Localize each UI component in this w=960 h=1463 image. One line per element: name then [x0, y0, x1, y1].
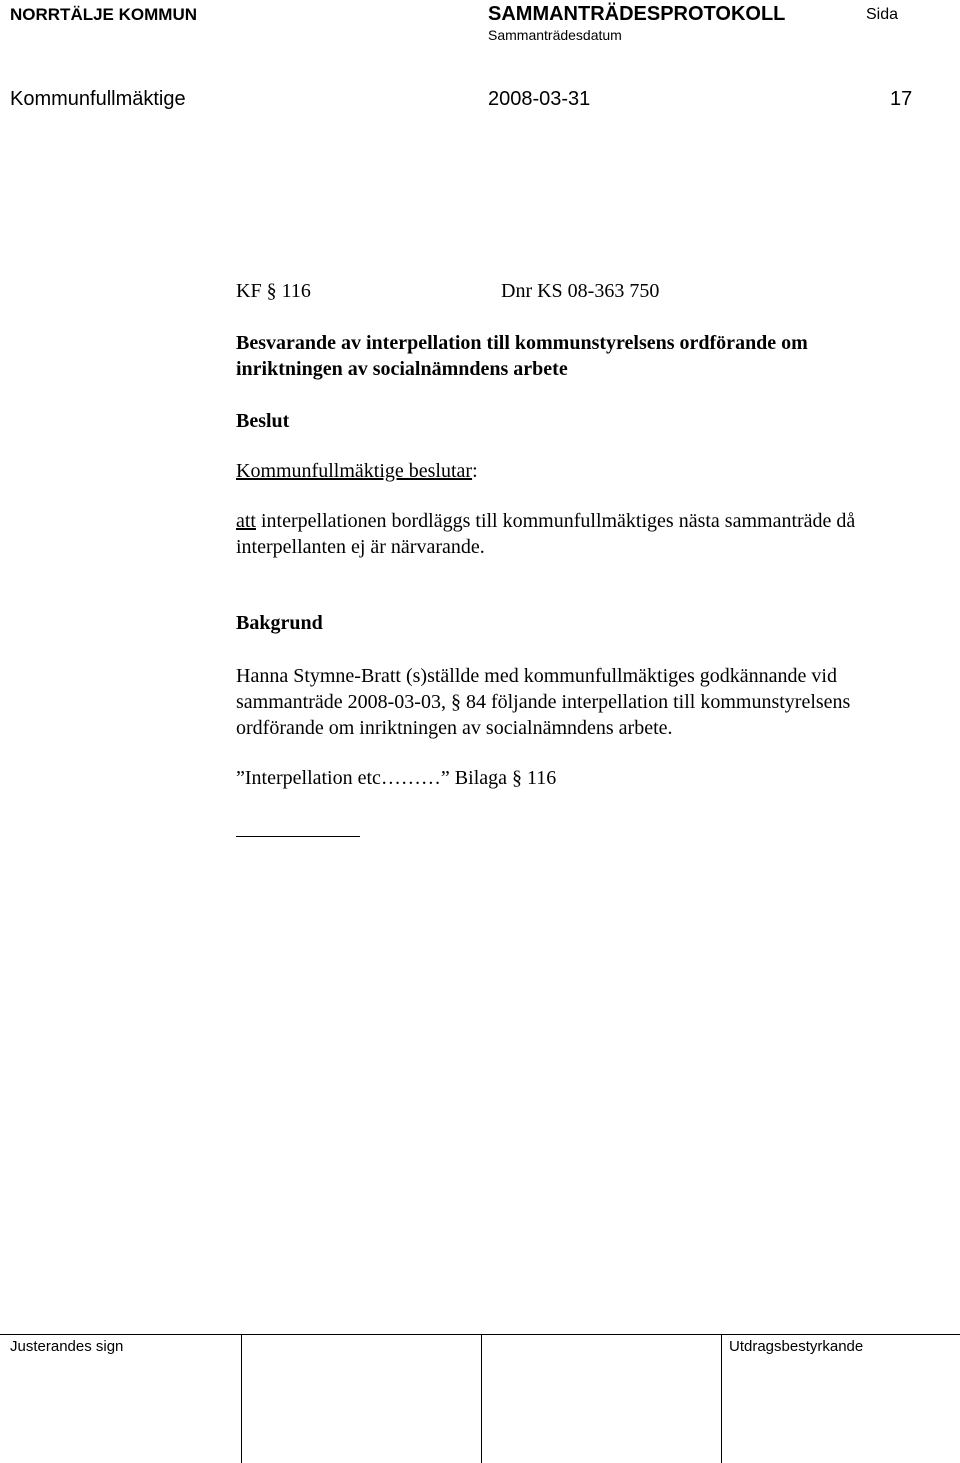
end-rule: [236, 836, 360, 837]
decision-intro-colon: :: [472, 460, 478, 482]
signature-box-divider: [721, 1334, 722, 1463]
attachment-reference: ”Interpellation etc………” Bilaga § 116: [236, 767, 557, 789]
background-text: [236, 663, 951, 741]
decision-line-rest: interpellationen bordläggs till kommunfullmäktiges nästa sammanträde då: [256, 510, 856, 532]
signature-box-divider: [241, 1334, 242, 1463]
background-line: sammanträde 2008-03-03, § 84 följande interpellation till kommunstyrelsens: [236, 691, 851, 713]
page-number: 17: [890, 88, 913, 110]
meeting-date: 2008-03-31: [488, 88, 591, 110]
att-keyword: att: [236, 510, 256, 532]
decision-line: interpellanten ej är närvarande.: [236, 536, 485, 558]
decision-heading: Beslut: [236, 410, 290, 432]
body-name: Kommunfullmäktige: [10, 88, 186, 110]
decision-text: [236, 508, 951, 560]
decision-intro: [236, 458, 951, 484]
justerandes-sign-label: Justerandes sign: [10, 1338, 124, 1355]
meeting-date-label: Sammanträdesdatum: [488, 27, 622, 43]
subject-line: inriktningen av socialnämndens arbete: [236, 358, 568, 380]
item-reference: [236, 278, 951, 304]
organization-name: NORRTÄLJE KOMMUN: [10, 5, 197, 24]
subject-line: Besvarande av interpellation till kommunstyrelsens ordförande om: [236, 332, 808, 354]
background-line: ordförande om inriktningen av socialnämndens arbete.: [236, 717, 673, 739]
item-subject: [236, 330, 951, 382]
utdragsbestyrkande-label: Utdragsbestyrkande: [729, 1338, 864, 1355]
decision-intro-text: Kommunfullmäktige beslutar: [236, 460, 473, 482]
diary-number: Dnr KS 08-363 750: [501, 280, 660, 302]
paragraph-number: KF § 116: [236, 280, 311, 302]
footer-divider: [0, 1334, 960, 1335]
signature-box-divider: [481, 1334, 482, 1463]
protocol-body: [236, 278, 951, 837]
page-label: Sida: [866, 6, 899, 23]
background-heading: Bakgrund: [236, 612, 323, 634]
decision-line: [236, 508, 951, 534]
background-line: Hanna Stymne-Bratt (s)ställde med kommunfullmäktiges godkännande vid: [236, 665, 837, 687]
document-type: SAMMANTRÄDESPROTOKOLL: [488, 3, 786, 25]
signature-footer: [0, 1334, 960, 1463]
